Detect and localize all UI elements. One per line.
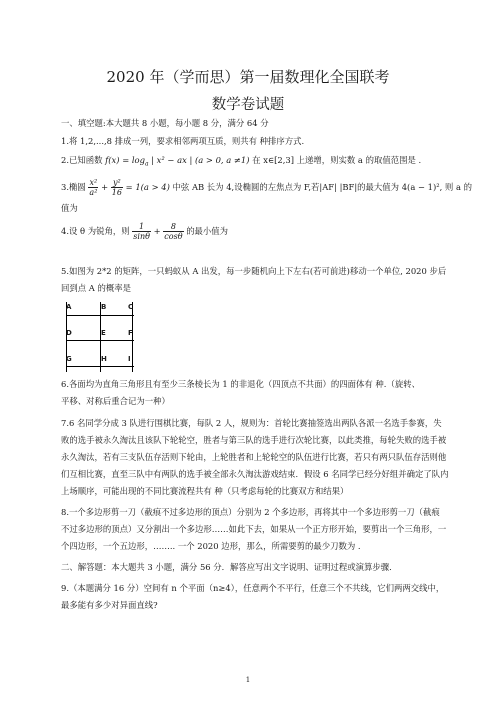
section-fill-in-heading: 一、填空题:本大题共 8 小题，每小题 8 分，满分 64 分 [61, 118, 269, 128]
question-4-fraction-1: $\frac{1}{\sin\theta}$ [133, 222, 150, 241]
question-2-arg: | x² − ax | (a > 0, a ≠1) [151, 155, 250, 165]
question-2-sub: a [144, 160, 149, 168]
page-number: 1 [245, 676, 251, 684]
question-8-line-3: 个四边形，一个五边形，…….. 一个 2020 边形，那么，所需要剪的最少刀数为 . [61, 541, 361, 551]
question-4-plus: + [153, 226, 161, 236]
grid-label-b: B [101, 303, 107, 311]
question-9-line-2: 最多能有多少对异面直线? [61, 600, 158, 610]
section-answer-heading: 二、解答题：本大题共 3 小题，满分 56 分．解答应写出文字说明、证明过程或演算步骤． [61, 562, 398, 572]
grid-label-c: C [128, 303, 134, 311]
question-8-line-2: 不过多边形的顶点）又分割出一个多边形……如此下去，如果从一个正方形开始，要剪出一个三角形，一 [61, 524, 447, 534]
question-5-line-2: 回到点 A 的概率是 [61, 283, 131, 293]
question-4-fraction-2: $\frac{8}{\cos\theta}$ [164, 222, 183, 241]
question-3-continuation: 值为 [61, 203, 78, 213]
grid-label-e: E [101, 329, 106, 337]
question-3 [61, 178, 472, 197]
grid-label-d: D [66, 329, 72, 337]
question-2-post: 在 x∈[2,3] 上递增，则实数 a 的取值范围是 . [252, 155, 422, 165]
question-4 [61, 222, 228, 241]
question-3-pre: 3.椭圆 [61, 182, 86, 192]
grid-label-g: G [66, 355, 72, 363]
question-4-post: 的最小值为 [186, 226, 229, 236]
question-3-eq: = 1(a > 4) [125, 182, 170, 192]
question-5-line-1: 5.如图为 2*2 的矩阵，一只蚂蚁从 A 出发，每一步随机向上下左右(若可前进)移动一个单位, 2020 步后 [61, 266, 447, 276]
question-6-line-1: 6.各面均为直角三角形且有至少三条棱长为 1 的非退化（四顶点不共面）的四面体有 种.（旋转、 [61, 379, 420, 389]
question-1: 1.将 1,2,...,8 排成一列，要求相邻两项互质，则共有 种排序方式. [61, 136, 305, 146]
question-2 [61, 155, 421, 170]
question-6-line-2: 平移、对称后重合记为一种） [61, 396, 170, 406]
question-3-fraction-2: $\frac{\text{y²}}{16}$ [111, 178, 122, 197]
question-7-line-1: 7.6 名同学分成 3 队进行围棋比赛，每队 2 人，规则为：首轮比赛抽签选出两队各派一名选手参赛，失 [61, 418, 442, 428]
question-7-line-4: 们互相比赛，直至三队中有两队的选手被全部永久淘汰游戏结束．假设 6 名同学已经分好组并确定了队内 [61, 469, 449, 479]
question-7-line-2: 败的选手被永久淘汰且该队下轮轮空，胜者与第三队的选手进行次轮比赛，以此类推，每轮失败的选手被 [61, 435, 447, 445]
question-4-pre: 4.设 θ 为锐角，则 [61, 226, 130, 236]
page-subtitle: 数学卷试题 [211, 97, 285, 113]
question-3-plus: + [101, 182, 109, 192]
grid-label-f: F [128, 329, 133, 337]
question-2-formula: f(x) = log [105, 155, 145, 165]
question-3-post: 中弦 AB 长为 4,设椭圆的左焦点为 F,若|AF| |BF|的最大值为 4(a − 1)², 则 a 的 [172, 182, 472, 192]
question-3-fraction-1: $\frac{\text{x²}}{\text{a²}}$ [89, 178, 98, 197]
grid-label-i: I [128, 355, 131, 363]
matrix-2x2-figure [66, 302, 134, 372]
question-2-pre: 2.已知函数 [61, 155, 103, 165]
grid-label-h: H [101, 355, 107, 363]
question-9-line-1: 9.（本题满分 16 分）空间有 n 个平面（n≥4），任意两个不平行，任意三个不共线，它们两两交线中， [61, 583, 445, 593]
page-title: 2020 年（学而思）第一届数理化全国联考 [106, 68, 390, 86]
question-7-line-5: 上场顺序，可能出现的不同比赛流程共有 种（只考虑每轮的比赛双方和结果） [61, 486, 349, 496]
grid-line-right [132, 302, 133, 372]
question-8-line-1: 8.一个多边形剪一刀（截痕不过多边形的顶点）分别为 2 个多边形，再将其中一个多边形剪一刀（截痕 [61, 507, 440, 517]
grid-label-a: A [66, 303, 72, 311]
question-7-line-3: 永久淘汰，若有三支队伍存活则下轮由，上轮胜者和上轮轮空的队伍进行比赛，若只有两只队伍存活则他 [61, 452, 447, 462]
